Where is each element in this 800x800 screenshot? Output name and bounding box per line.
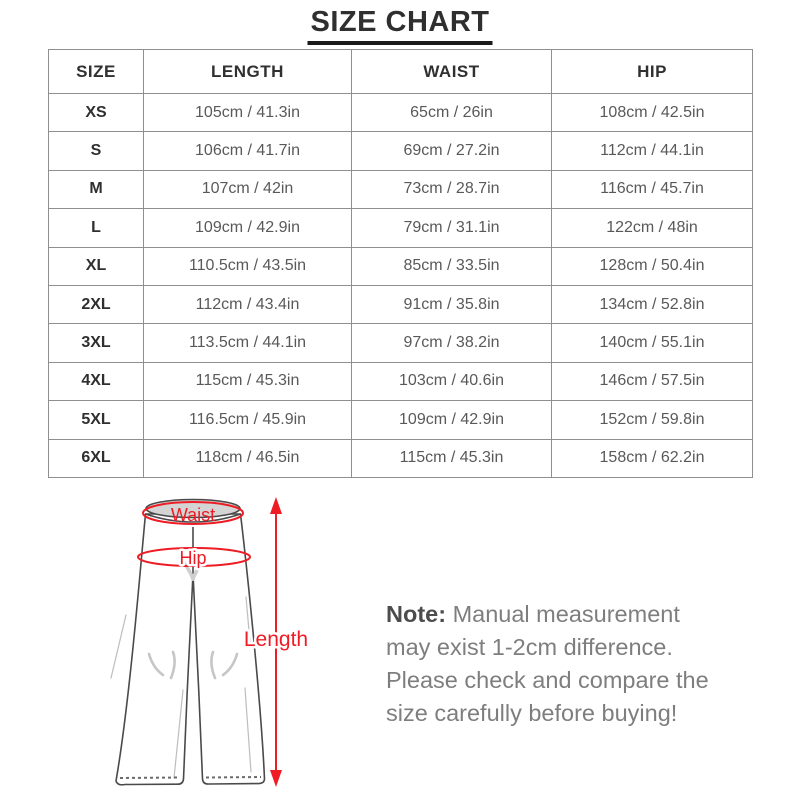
hip-cell: 122cm / 48in: [552, 209, 753, 247]
length-arrow-head-bottom: [270, 770, 282, 787]
length-cell: 105cm / 41.3in: [144, 94, 352, 132]
length-cell: 116.5cm / 45.9in: [144, 401, 352, 439]
length-cell: 118cm / 46.5in: [144, 439, 352, 477]
hip-cell: 112cm / 44.1in: [552, 132, 753, 170]
waist-cell: 79cm / 31.1in: [352, 209, 552, 247]
size-cell: L: [49, 209, 144, 247]
size-cell: M: [49, 170, 144, 208]
waist-cell: 85cm / 33.5in: [352, 247, 552, 285]
hip-label: Hip: [179, 548, 207, 568]
measurement-note: [386, 598, 718, 730]
table-row: [49, 132, 753, 170]
size-cell: 5XL: [49, 401, 144, 439]
length-label: Length: [243, 628, 309, 651]
crease-mark: [111, 615, 126, 678]
length-cell: 107cm / 42in: [144, 170, 352, 208]
table-header-row: [49, 50, 753, 94]
size-table: [48, 49, 753, 478]
note-text: Manual measurement may exist 1-2cm difference. Please check and compare the size carefully before buying!: [386, 600, 709, 726]
table-row: [49, 170, 753, 208]
size-cell: 6XL: [49, 439, 144, 477]
size-cell: 3XL: [49, 324, 144, 362]
hip-cell: 146cm / 57.5in: [552, 362, 753, 400]
waist-label: Waist: [170, 505, 216, 525]
length-cell: 106cm / 41.7in: [144, 132, 352, 170]
length-cell: 112cm / 43.4in: [144, 285, 352, 323]
header-size: SIZE: [49, 50, 144, 94]
size-cell: XS: [49, 94, 144, 132]
table-row: [49, 247, 753, 285]
note-label: Note:: [386, 600, 447, 627]
size-cell: XL: [49, 247, 144, 285]
table-row: [49, 285, 753, 323]
page-title: SIZE CHART: [308, 6, 493, 45]
hip-cell: 128cm / 50.4in: [552, 247, 753, 285]
size-cell: 2XL: [49, 285, 144, 323]
waist-cell: 65cm / 26in: [352, 94, 552, 132]
table-row: [49, 401, 753, 439]
header-hip: HIP: [552, 50, 753, 94]
hip-cell: 140cm / 55.1in: [552, 324, 753, 362]
hip-cell: 134cm / 52.8in: [552, 285, 753, 323]
size-cell: 4XL: [49, 362, 144, 400]
waist-cell: 103cm / 40.6in: [352, 362, 552, 400]
size-cell: S: [49, 132, 144, 170]
length-cell: 110.5cm / 43.5in: [144, 247, 352, 285]
waist-cell: 109cm / 42.9in: [352, 401, 552, 439]
waist-cell: 73cm / 28.7in: [352, 170, 552, 208]
table-row: [49, 324, 753, 362]
table-row: [49, 209, 753, 247]
hip-cell: 116cm / 45.7in: [552, 170, 753, 208]
waist-cell: 69cm / 27.2in: [352, 132, 552, 170]
hip-cell: 152cm / 59.8in: [552, 401, 753, 439]
pants-measurement-diagram: [95, 487, 320, 792]
length-cell: 115cm / 45.3in: [144, 362, 352, 400]
length-arrow-head-top: [270, 497, 282, 514]
waist-cell: 115cm / 45.3in: [352, 439, 552, 477]
hip-cell: 108cm / 42.5in: [552, 94, 753, 132]
header-length: LENGTH: [144, 50, 352, 94]
length-cell: 113.5cm / 44.1in: [144, 324, 352, 362]
length-cell: 109cm / 42.9in: [144, 209, 352, 247]
hip-cell: 158cm / 62.2in: [552, 439, 753, 477]
table-row: [49, 439, 753, 477]
waist-cell: 97cm / 38.2in: [352, 324, 552, 362]
table-row: [49, 94, 753, 132]
waist-cell: 91cm / 35.8in: [352, 285, 552, 323]
header-waist: WAIST: [352, 50, 552, 94]
table-row: [49, 362, 753, 400]
